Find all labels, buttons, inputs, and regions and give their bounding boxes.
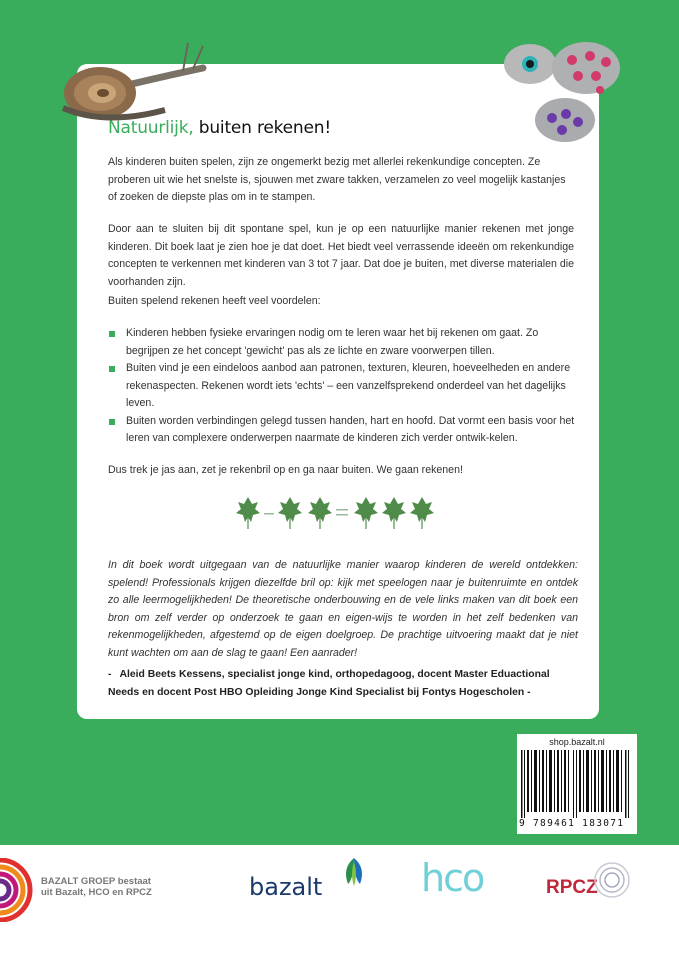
barcode-block <box>517 734 637 834</box>
shop-url: shop.bazalt.nl <box>549 737 605 747</box>
quote-dash: - <box>108 669 112 680</box>
quote-author <box>108 666 578 701</box>
leaves-row-illustration <box>232 493 442 533</box>
advantages-list <box>108 325 580 448</box>
bullet-square-icon <box>109 331 115 337</box>
painted-pebbles-illustration <box>500 38 630 148</box>
hco-logo: hco <box>421 856 484 900</box>
snail-illustration <box>55 38 210 128</box>
intro-paragraph-1: Als kinderen buiten spelen, zijn ze ongemerkt bezig met allerlei rekenkundige concepten. Ze proberen uit wie het snelste is, sjouwen met zware takken, verzamelen zo veel mogelijk kastanjes of zoeken de diepste plas om in te stampen. <box>108 156 566 203</box>
list-item-text: Buiten vind je een eindeloos aanbod aan patronen, texturen, kleuren, hoeveelheden en andere rekenaspecten. Rekenen wordt iets 'echts' – een vanzelfsprekend onderdeel van het dagelijks leven. <box>126 362 571 409</box>
page-title <box>108 118 331 138</box>
bazalt-leaf-icon <box>340 856 370 888</box>
list-item-text: Kinderen hebben fysieke ervaringen nodig om te leren waar het bij rekenen om gaat. Zo begrijpen ze het concept 'gewicht' pas als ze lichte en zware voorwerpen tillen. <box>126 327 539 357</box>
intro-paragraph-3: Buiten spelend rekenen heeft veel voordelen: <box>108 295 321 307</box>
title-accent: Natuurlijk, <box>108 118 194 138</box>
bullet-square-icon <box>109 419 115 425</box>
bullet-square-icon <box>109 366 115 372</box>
bazalt-groep-text <box>41 876 152 898</box>
list-item <box>108 413 580 448</box>
isbn-number: 9 789461 183071 <box>519 818 625 829</box>
review-quote: In dit boek wordt uitgegaan van de natuurlijke manier waarop kinderen de wereld ontdekken: spelend! Professionals krijgen diezelfde bril op: kijk met speelogen naar je buitenruimte en ontdek zo alle leermogelijkheden! De theoretische onderbouwing en de vele links maken van dit boek een bron om zelf verder op onderzoek te gaan en eigen-wijs te worden in het zelf bedenken van rekenmogelijkheden, afgestemd op de eigen doelgroep. De prachtige uitvoering maakt dat je niet kunt wachten om aan de slag te gaan! Een aanrader! <box>108 559 578 659</box>
intro-paragraph-2: Door aan te sluiten bij dit spontane spel, kun je op een natuurlijke manier rekenen met jonge kinderen. Dit boek laat je zien hoe je dat doet. Het biedt veel verrassende ideeën om rekenkundige concepten te verkennen met kinderen van 3 tot 7 jaar. Dat doe je buiten, met diverse materialen die voorhanden zijn. <box>108 223 574 288</box>
list-item <box>108 325 580 360</box>
title-rest: buiten rekenen! <box>193 118 331 138</box>
bazalt-groep-line-1: BAZALT GROEP bestaat <box>41 876 151 887</box>
list-item <box>108 360 580 413</box>
list-item-text: Buiten worden verbindingen gelegd tussen handen, hart en hoofd. Dat vormt een basis voor het leren van complexere onderwerpen naarmate de kinderen zich verder ontwik-kelen. <box>126 414 575 444</box>
bazalt-groep-line-2: uit Bazalt, HCO en RPCZ <box>41 887 152 898</box>
bazalt-logo: bazalt <box>249 873 323 901</box>
rpcz-circles-icon <box>592 860 632 900</box>
closing-paragraph: Dus trek je jas aan, zet je rekenbril op en ga naar buiten. We gaan rekenen! <box>108 464 463 476</box>
rpcz-logo: RPCZ <box>546 877 598 898</box>
bazalt-groep-logo-icon <box>0 858 36 922</box>
barcode-bars <box>521 750 633 818</box>
quote-author-text: Aleid Beets Kessens, specialist jonge kind, orthopedagoog, docent Master Eduactional Needs en docent Post HBO Opleiding Jonge Kind Specialist bij Fontys Hogescholen - <box>108 669 550 698</box>
